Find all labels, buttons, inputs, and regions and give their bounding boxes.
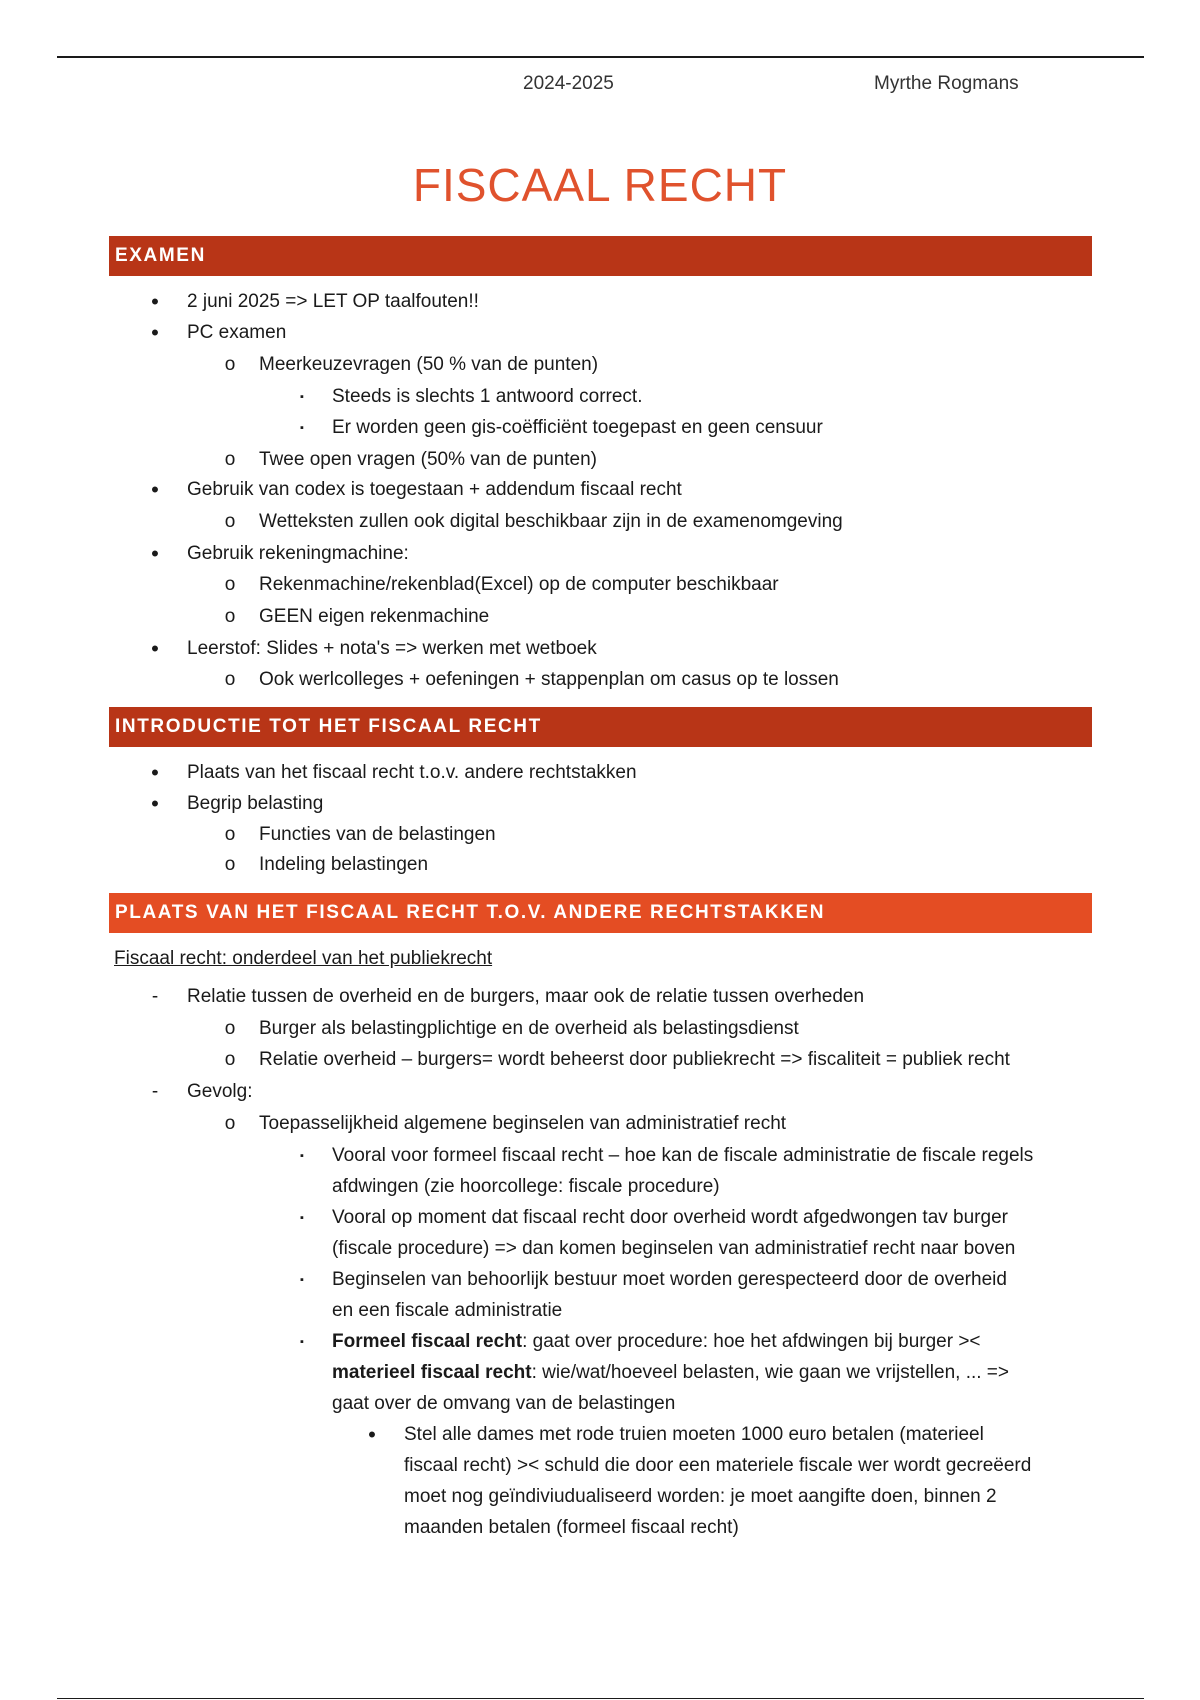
bullet-icon: • (151, 760, 159, 785)
header-author: Myrthe Rogmans (874, 73, 1019, 94)
circle-bullet-icon: o (224, 1113, 236, 1134)
list-item: Twee open vragen (50% van de punten) (259, 449, 598, 470)
list-item-continuation: (fiscale procedure) => dan komen beginselen van administratief recht naar boven (332, 1238, 1016, 1259)
list-item-continuation (332, 1361, 1009, 1385)
square-bullet-icon: ▪ (300, 1274, 304, 1286)
list-item: 2 juni 2025 => LET OP taalfouten!! (187, 291, 479, 312)
square-bullet-icon: ▪ (300, 1336, 304, 1348)
term-materieel: materieel fiscaal recht (332, 1362, 532, 1383)
list-item: Toepasselijkheid algemene beginselen van administratief recht (259, 1113, 787, 1134)
list-item: Gevolg: (187, 1081, 253, 1102)
list-item: Stel alle dames met rode truien moeten 1000 euro betalen (materieel (404, 1424, 984, 1445)
list-item: Wetteksten zullen ook digital beschikbaar zijn in de examenomgeving (259, 511, 843, 532)
circle-bullet-icon: o (224, 511, 236, 532)
footer-rule (57, 1698, 1144, 1699)
page-title: FISCAAL RECHT (412, 159, 788, 211)
bullet-icon: • (151, 791, 159, 816)
list-item-continuation: fiscaal recht) >< schuld die door een materiele fiscale wer wordt gecreëerd (404, 1455, 1032, 1476)
circle-bullet-icon: o (224, 606, 236, 627)
list-item-continuation: en een fiscale administratie (332, 1300, 563, 1321)
bullet-icon: • (151, 541, 159, 566)
bullet-icon: • (368, 1422, 376, 1447)
list-item: Functies van de belastingen (259, 824, 496, 845)
bullet-icon: • (151, 636, 159, 661)
square-bullet-icon: ▪ (300, 391, 304, 403)
list-item-continuation: gaat over de omvang van de belastingen (332, 1393, 676, 1414)
list-item-continuation: afdwingen (zie hoorcollege: fiscale procedure) (332, 1176, 720, 1197)
list-item: Steeds is slechts 1 antwoord correct. (332, 386, 643, 407)
list-item: Gebruik rekeningmachine: (187, 543, 409, 564)
bullet-icon: • (151, 289, 159, 314)
circle-bullet-icon: o (224, 354, 236, 375)
list-item (332, 1330, 981, 1354)
list-item: Er worden geen gis-coëfficiënt toegepast en geen censuur (332, 417, 823, 438)
list-item: PC examen (187, 322, 287, 343)
header-year: 2024-2025 (523, 73, 614, 94)
section-heading-examen: EXAMEN (109, 236, 1092, 276)
section-heading-introductie: INTRODUCTIE TOT HET FISCAAL RECHT (109, 707, 1092, 747)
list-item: Relatie tussen de overheid en de burgers, maar ook de relatie tussen overheden (187, 986, 865, 1007)
list-item: Begrip belasting (187, 793, 324, 814)
list-item: Plaats van het fiscaal recht t.o.v. andere rechtstakken (187, 762, 637, 783)
circle-bullet-icon: o (224, 574, 236, 595)
bullet-icon: • (151, 477, 159, 502)
term-formeel: Formeel fiscaal recht (332, 1331, 523, 1352)
circle-bullet-icon: o (224, 669, 236, 690)
list-item: Meerkeuzevragen (50 % van de punten) (259, 354, 599, 375)
list-item: Gebruik van codex is toegestaan + addendum fiscaal recht (187, 479, 682, 500)
list-item: Leerstof: Slides + nota's => werken met wetboek (187, 638, 597, 659)
term-formeel-text: : gaat over procedure: hoe het afdwingen bij burger >< (522, 1331, 981, 1352)
term-materieel-text: : wie/wat/hoeveel belasten, wie gaan we vrijstellen, ... => (531, 1362, 1009, 1383)
dash-bullet-icon: - (151, 1081, 159, 1102)
list-item: GEEN eigen rekenmachine (259, 606, 490, 627)
square-bullet-icon: ▪ (300, 422, 304, 434)
list-item: Relatie overheid – burgers= wordt beheerst door publiekrecht => fiscaliteit = publiek recht (259, 1049, 1010, 1070)
list-item: Ook werlcolleges + oefeningen + stappenplan om casus op te lossen (259, 669, 839, 690)
circle-bullet-icon: o (224, 824, 236, 845)
list-item: Rekenmachine/rekenblad(Excel) op de computer beschikbaar (259, 574, 779, 595)
dash-bullet-icon: - (151, 986, 159, 1007)
list-item-continuation: maanden betalen (formeel fiscaal recht) (404, 1517, 739, 1538)
list-item: Burger als belastingplichtige en de overheid als belastingsdienst (259, 1018, 799, 1039)
circle-bullet-icon: o (224, 449, 236, 470)
header-rule (57, 56, 1144, 58)
square-bullet-icon: ▪ (300, 1212, 304, 1224)
bullet-icon: • (151, 320, 159, 345)
list-item: Beginselen van behoorlijk bestuur moet worden gerespecteerd door de overheid (332, 1269, 1007, 1290)
circle-bullet-icon: o (224, 1018, 236, 1039)
list-item: Vooral voor formeel fiscaal recht – hoe kan de fiscale administratie de fiscale regels (332, 1145, 1034, 1166)
list-item-continuation: moet nog geïndiviudualiseerd worden: je moet aangifte doen, binnen 2 (404, 1486, 997, 1507)
section-heading-plaats: PLAATS VAN HET FISCAAL RECHT T.O.V. ANDERE RECHTSTAKKEN (109, 893, 1092, 933)
list-item: Vooral op moment dat fiscaal recht door overheid wordt afgedwongen tav burger (332, 1207, 1008, 1228)
square-bullet-icon: ▪ (300, 1150, 304, 1162)
circle-bullet-icon: o (224, 854, 236, 875)
subheading: Fiscaal recht: onderdeel van het publiekrecht (114, 948, 493, 969)
circle-bullet-icon: o (224, 1049, 236, 1070)
list-item: Indeling belastingen (259, 854, 429, 875)
